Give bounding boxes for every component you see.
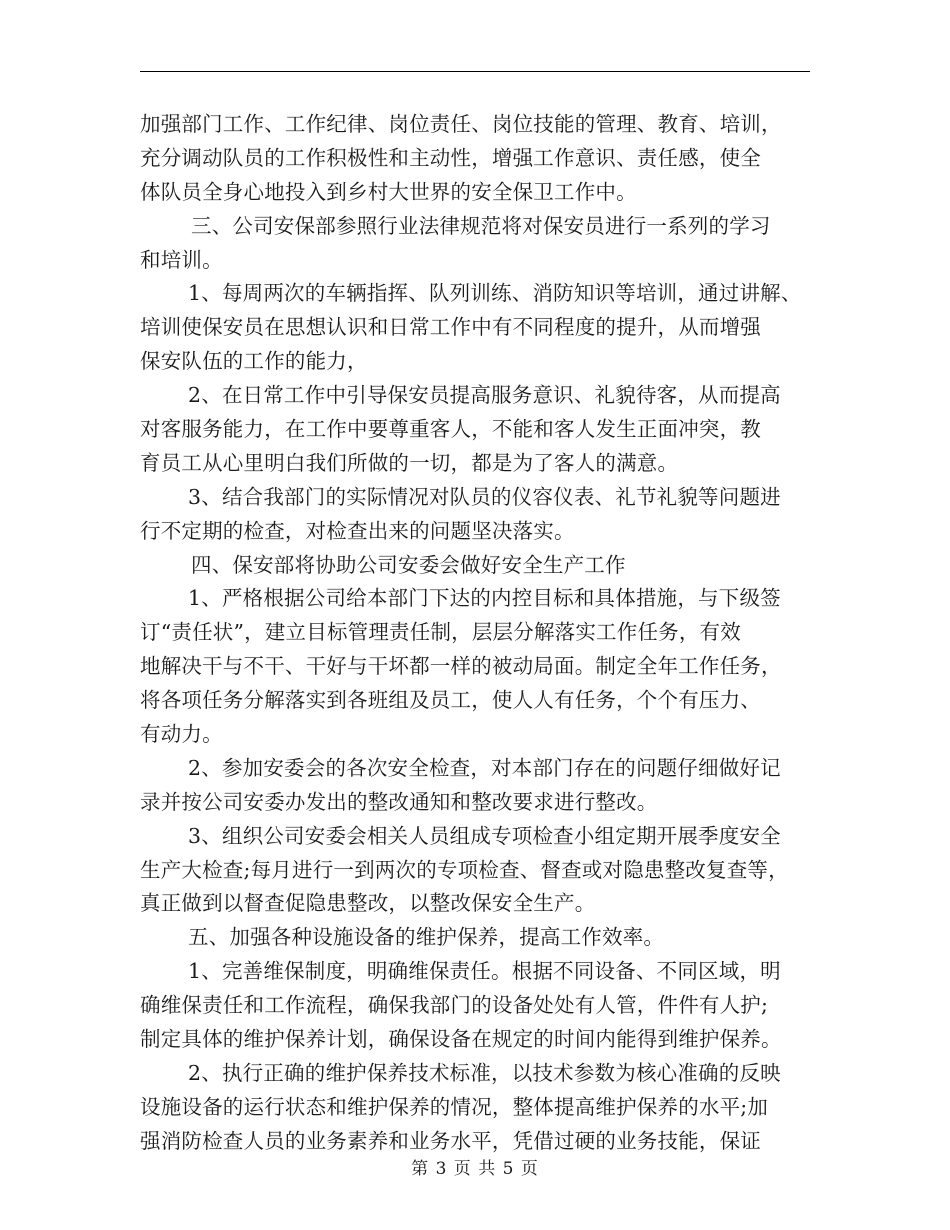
text-line: 确维保责任和工作流程，确保我部门的设备处处有人管，件件有人护; xyxy=(140,993,769,1018)
text-line: 育员工从心里明白我们所做的一切，都是为了客人的满意。 xyxy=(140,450,679,475)
text-line: 加强部门工作、工作纪律、岗位责任、岗位技能的管理、教育、培训， xyxy=(140,112,782,136)
text-line: 四、保安部将协助公司安委会做好安全生产工作 xyxy=(191,552,626,577)
text-line: 将各项任务分解落实到各班组及员工，使人人有任务，个个有压力、 xyxy=(140,688,761,713)
text-line: 设施设备的运行状态和维护保养的情况，整体提高维护保养的水平;加 xyxy=(140,1094,769,1119)
text-line: 行不定期的检查，对检查出来的问题坚决落实。 xyxy=(140,518,575,543)
text-line: 1、完善维保制度，明确维保责任。根据不同设备、不同区域，明 xyxy=(188,959,781,984)
text-line: 录并按公司安委办发出的整改通知和整改要求进行整改。 xyxy=(140,789,658,814)
text-line: 真正做到以督查促隐患整改，以整改保安全生产。 xyxy=(140,891,596,916)
text-line: 2、执行正确的维护保养技术标准，以技术参数为核心准确的反映 xyxy=(188,1060,781,1085)
page-footer: 第 3 页 共 5 页 xyxy=(411,1159,539,1179)
text-line: 1、严格根据公司给本部门下达的内控目标和具体措施，与下级签 xyxy=(188,586,781,611)
document-body xyxy=(140,108,812,1159)
text-line: 地解决干与不干、干好与干坏都一样的被动局面。制定全年工作任务， xyxy=(140,654,782,679)
text-line: 和培训。 xyxy=(140,247,223,272)
text-line: 保安队伍的工作的能力， xyxy=(140,349,368,374)
text-line: 充分调动队员的工作积极性和主动性，增强工作意识、责任感，使全 xyxy=(140,145,761,170)
text-line: 2、在日常工作中引导保安员提高服务意识、礼貌待客，从而提高 xyxy=(188,383,781,408)
text-line: 对客服务能力，在工作中要尊重客人，不能和客人发生正面冲突，教 xyxy=(140,417,761,442)
text-line: 五、加强各种设施设备的维护保养，提高工作效率。 xyxy=(188,925,665,950)
text-line: 有动力。 xyxy=(140,722,223,747)
text-line: 3、结合我部门的实际情况对队员的仪容仪表、礼节礼貌等问题进 xyxy=(188,484,781,509)
text-line: 培训使保安员在思想认识和日常工作中有不同程度的提升，从而增强 xyxy=(140,315,761,340)
text-line: 强消防检查人员的业务素养和业务水平，凭借过硬的业务技能，保证 xyxy=(140,1128,761,1153)
text-line: 制定具体的维护保养计划，确保设备在规定的时间内能得到维护保养。 xyxy=(140,1027,782,1052)
text-line: 订“责任状”，建立目标管理责任制，层层分解落实工作任务，有效 xyxy=(140,620,741,645)
header-rule xyxy=(140,71,810,72)
text-line: 生产大检查;每月进行一到两次的专项检查、督查或对隐患整改复查等， xyxy=(140,857,789,882)
text-line: 三、公司安保部参照行业法律规范将对保安员进行一系列的学习 xyxy=(191,213,771,238)
text-line: 3、组织公司安委会相关人员组成专项检查小组定期开展季度安全 xyxy=(188,823,781,848)
text-line: 1、每周两次的车辆指挥、队列训练、消防知识等培训，通过讲解、 xyxy=(188,281,802,306)
text-line: 2、参加安委会的各次安全检查，对本部门存在的问题仔细做好记 xyxy=(188,755,781,780)
text-line: 体队员全身心地投入到乡村大世界的安全保卫工作中。 xyxy=(140,179,637,204)
